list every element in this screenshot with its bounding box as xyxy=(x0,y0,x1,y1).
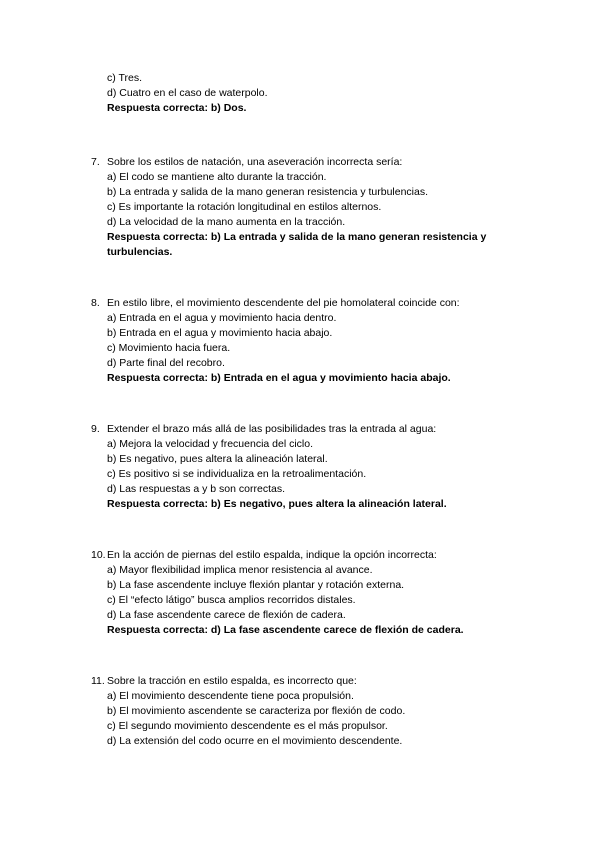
option-line: c) Es positivo si se individualiza en la retroalimentación. xyxy=(107,468,367,480)
option-line: c) El segundo movimiento descendente es el más propulsor. xyxy=(107,720,388,732)
option-line: c) Movimiento hacia fuera. xyxy=(107,342,231,354)
option-line: a) Entrada en el agua y movimiento hacia dentro. xyxy=(107,312,337,324)
question-number: 8. xyxy=(91,297,100,309)
question-text: En estilo libre, el movimiento descendente del pie homolateral coincide con: xyxy=(107,297,460,309)
option-line: d) La extensión del codo ocurre en el movimiento descendente. xyxy=(107,735,403,747)
option-line: a) Mayor flexibilidad implica menor resistencia al avance. xyxy=(107,564,373,576)
question-number: 10. xyxy=(91,549,106,561)
option-line: d) Cuatro en el caso de waterpolo. xyxy=(107,87,268,99)
question-text: Sobre la tracción en estilo espalda, es incorrecto que: xyxy=(107,675,357,687)
option-line: c) Es importante la rotación longitudinal en estilos alternos. xyxy=(107,201,382,213)
option-line: b) La entrada y salida de la mano generan resistencia y turbulencias. xyxy=(107,186,429,198)
option-line: a) El codo se mantiene alto durante la tracción. xyxy=(107,171,327,183)
option-line: d) Las respuestas a y b son correctas. xyxy=(107,483,286,495)
option-line: b) Entrada en el agua y movimiento hacia abajo. xyxy=(107,327,333,339)
answer-line: Respuesta correcta: b) La entrada y salida de la mano generan resistencia y xyxy=(107,231,487,243)
option-line: d) La fase ascendente carece de flexión de cadera. xyxy=(107,609,346,621)
option-line: c) El “efecto látigo” busca amplios recorridos distales. xyxy=(107,594,356,606)
option-line: b) La fase ascendente incluye flexión plantar y rotación externa. xyxy=(107,579,405,591)
option-line: c) Tres. xyxy=(107,72,143,84)
option-line: a) Mejora la velocidad y frecuencia del ciclo. xyxy=(107,438,314,450)
question-number: 7. xyxy=(91,156,100,168)
option-line: b) El movimiento ascendente se caracteriza por flexión de codo. xyxy=(107,705,406,717)
question-text: Extender el brazo más allá de las posibilidades tras la entrada al agua: xyxy=(107,423,437,435)
answer-line: Respuesta correcta: b) Es negativo, pues altera la alineación lateral. xyxy=(107,498,447,510)
option-line: b) Es negativo, pues altera la alineación lateral. xyxy=(107,453,328,465)
answer-line: turbulencias. xyxy=(107,246,173,258)
question-number: 11. xyxy=(91,675,105,687)
answer-line: Respuesta correcta: b) Entrada en el agua y movimiento hacia abajo. xyxy=(107,372,451,384)
question-text: Sobre los estilos de natación, una aseveración incorrecta sería: xyxy=(107,156,403,168)
option-line: a) El movimiento descendente tiene poca propulsión. xyxy=(107,690,354,702)
option-line: d) La velocidad de la mano aumenta en la tracción. xyxy=(107,216,346,228)
answer-line: Respuesta correcta: d) La fase ascendente carece de flexión de cadera. xyxy=(107,624,464,636)
question-text: En la acción de piernas del estilo espalda, indique la opción incorrecta: xyxy=(107,549,437,561)
question-number: 9. xyxy=(91,423,100,435)
answer-line: Respuesta correcta: b) Dos. xyxy=(107,102,247,114)
option-line: d) Parte final del recobro. xyxy=(107,357,225,369)
